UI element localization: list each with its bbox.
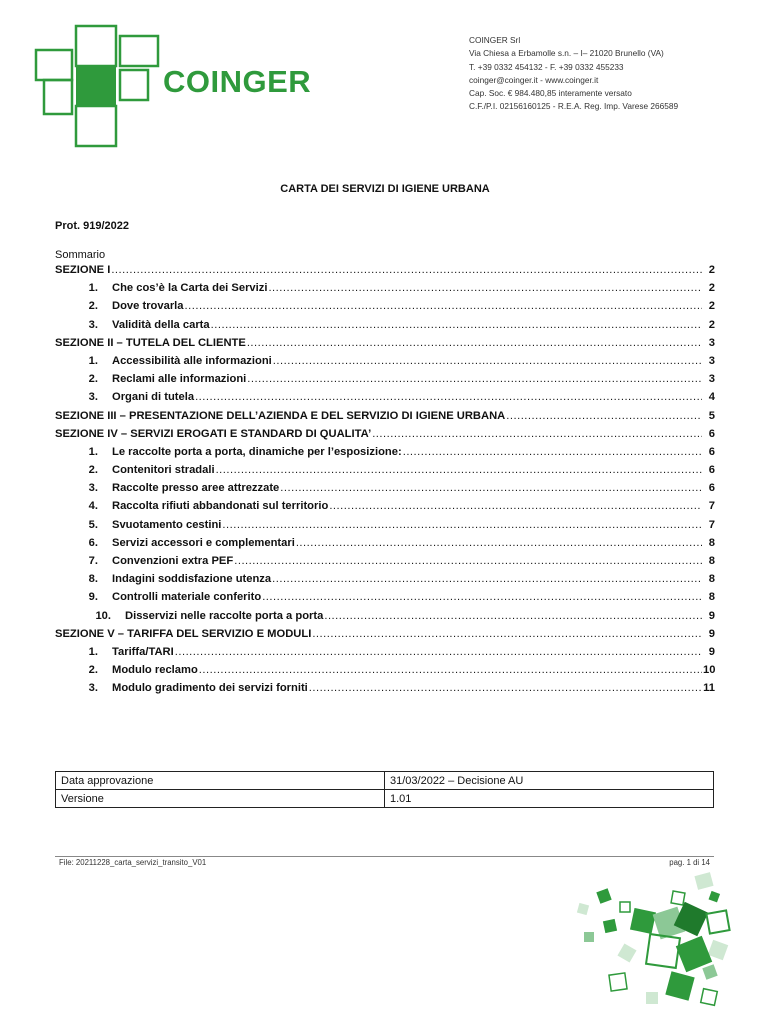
toc-section-entry[interactable] — [55, 410, 715, 428]
toc-entry-title: Raccolta rifiuti abbandonati sul territorio — [112, 500, 329, 513]
toc-heading: Sommario — [55, 249, 106, 261]
toc-dot-leader — [272, 573, 702, 585]
toc-entry-number: 3. — [88, 391, 98, 404]
protocol-number: Prot. 919/2022 — [55, 220, 129, 232]
toc-entry-page: 9 — [708, 609, 715, 622]
toc-subsection-entry[interactable] — [55, 664, 715, 682]
toc-subsection-entry[interactable] — [55, 519, 715, 537]
toc-entry-number: 3. — [88, 482, 98, 495]
toc-entry-number: 1. — [88, 445, 98, 458]
approval-table — [55, 771, 714, 808]
table-row — [56, 772, 714, 790]
toc-entry-page: 2 — [708, 264, 715, 276]
toc-dot-leader — [403, 446, 702, 458]
toc-entry-number: 3. — [88, 318, 98, 331]
toc-entry-page: 7 — [708, 500, 715, 513]
toc-entry-title: SEZIONE I — [55, 264, 111, 276]
toc-dot-leader — [185, 300, 702, 312]
toc-subsection-entry[interactable] — [55, 446, 715, 464]
toc-entry-page: 9 — [708, 645, 715, 658]
toc-dot-leader — [296, 537, 702, 549]
toc-subsection-entry[interactable] — [55, 355, 715, 373]
toc-entry-title: Dove trovarla — [112, 300, 184, 313]
letterhead-contacts — [469, 34, 678, 114]
toc-entry-number: 7. — [88, 555, 98, 567]
toc-dot-leader — [195, 391, 702, 403]
toc-subsection-entry[interactable] — [55, 610, 715, 628]
toc-section-entry[interactable] — [55, 628, 715, 646]
toc-entry-title: Convenzioni extra PEF — [112, 555, 234, 567]
table-of-contents — [55, 264, 715, 701]
toc-entry-title: Svuotamento cestini — [112, 518, 222, 531]
table-cell-label: Data approvazione — [56, 772, 385, 790]
toc-entry-title: SEZIONE III – PRESENTAZIONE DELL’AZIENDA E DEL SERVIZIO DI IGIENE URBANA — [55, 409, 506, 422]
toc-entry-page: 3 — [708, 354, 715, 367]
toc-dot-leader — [262, 591, 702, 603]
toc-entry-number: 2. — [88, 464, 98, 477]
toc-entry-page: 8 — [708, 573, 715, 586]
toc-subsection-entry[interactable] — [55, 591, 715, 609]
toc-subsection-entry[interactable] — [55, 300, 715, 318]
toc-entry-number: 8. — [88, 573, 98, 586]
toc-dot-leader — [211, 319, 702, 331]
toc-entry-title: SEZIONE V – TARIFFA DEL SERVIZIO E MODULI — [55, 627, 312, 640]
toc-entry-number: 2. — [88, 300, 98, 313]
letterhead-line: Cap. Soc. € 984.480,85 interamente versato — [469, 88, 632, 99]
letterhead-line: T. +39 0332 454132 - F. +39 0332 455233 — [469, 61, 624, 72]
toc-entry-title: SEZIONE II – TUTELA DEL CLIENTE — [55, 336, 246, 349]
toc-dot-leader — [216, 464, 702, 476]
toc-dot-leader — [234, 555, 702, 567]
toc-entry-page: 10 — [703, 664, 716, 677]
letterhead-line: coinger@coinger.it - www.coinger.it — [469, 74, 599, 85]
toc-entry-title: Contenitori stradali — [112, 464, 215, 477]
toc-entry-number: 2. — [88, 373, 98, 386]
toc-entry-page: 8 — [708, 555, 715, 567]
toc-entry-title: Reclami alle informazioni — [112, 373, 247, 386]
letterhead-line: Via Chiesa a Erbamolle s.n. – I– 21020 Brunello (VA) — [469, 48, 664, 59]
toc-dot-leader — [111, 264, 702, 276]
table-cell-label: Versione — [56, 790, 385, 808]
toc-entry-number: 6. — [88, 536, 98, 549]
toc-entry-title: Disservizi nelle raccolte porta a porta — [125, 609, 324, 622]
toc-subsection-entry[interactable] — [55, 555, 715, 573]
toc-dot-leader — [280, 482, 702, 494]
toc-dot-leader — [312, 628, 702, 640]
toc-entry-title: SEZIONE IV – SERVIZI EROGATI E STANDARD DI QUALITA’ — [55, 427, 372, 440]
toc-subsection-entry[interactable] — [55, 464, 715, 482]
table-cell-value: 1.01 — [385, 790, 714, 808]
footer-page-number: pag. 1 di 14 — [669, 858, 710, 867]
toc-entry-page: 3 — [708, 336, 715, 349]
toc-dot-leader — [372, 428, 702, 440]
toc-entry-page: 5 — [708, 409, 715, 422]
toc-entry-page: 2 — [708, 282, 715, 295]
toc-entry-number: 4. — [88, 500, 98, 513]
toc-entry-title: Che cos’è la Carta dei Servizi — [112, 282, 268, 295]
document-title: CARTA DEI SERVIZI DI IGIENE URBANA — [280, 183, 490, 195]
toc-entry-page: 6 — [708, 427, 715, 440]
letterhead-line: C.F./P.I. 02156160125 - R.E.A. Reg. Imp. Varese 266589 — [469, 101, 679, 112]
table-row — [56, 790, 714, 808]
toc-entry-number: 5. — [88, 518, 98, 531]
toc-entry-page: 3 — [708, 373, 715, 386]
toc-dot-leader — [247, 373, 702, 385]
toc-entry-number: 1. — [88, 645, 98, 658]
toc-dot-leader — [506, 410, 702, 422]
toc-entry-title: Servizi accessori e complementari — [112, 536, 295, 549]
footer-filename: File: 20211228_carta_servizi_transito_V01 — [59, 858, 207, 867]
toc-subsection-entry[interactable] — [55, 482, 715, 500]
toc-subsection-entry[interactable] — [55, 373, 715, 391]
toc-subsection-entry[interactable] — [55, 682, 715, 700]
toc-entry-title: Validità della carta — [112, 318, 210, 331]
toc-dot-leader — [273, 355, 702, 367]
toc-subsection-entry[interactable] — [55, 500, 715, 518]
toc-entry-page: 2 — [708, 318, 715, 331]
table-cell-value: 31/03/2022 – Decisione AU — [385, 772, 714, 790]
toc-entry-number: 3. — [88, 682, 98, 695]
toc-entry-title: Le raccolte porta a porta, dinamiche per l’esposizione: — [112, 445, 402, 458]
toc-entry-title: Controlli materiale conferito — [112, 591, 262, 604]
toc-entry-title: Raccolte presso aree attrezzate — [112, 482, 280, 495]
toc-dot-leader — [309, 682, 702, 694]
toc-entry-number: 1. — [88, 282, 98, 295]
toc-section-entry[interactable] — [55, 337, 715, 355]
toc-entry-page: 8 — [708, 591, 715, 604]
toc-entry-page: 6 — [708, 482, 715, 495]
toc-entry-page: 6 — [708, 464, 715, 477]
footer-divider — [55, 856, 714, 857]
toc-dot-leader — [268, 282, 702, 294]
toc-entry-title: Accessibilità alle informazioni — [112, 354, 272, 367]
toc-subsection-entry[interactable] — [55, 282, 715, 300]
toc-dot-leader — [324, 610, 702, 622]
toc-subsection-entry[interactable] — [55, 646, 715, 664]
toc-entry-title: Indagini soddisfazione utenza — [112, 573, 272, 586]
toc-entry-number: 2. — [88, 664, 98, 677]
toc-entry-number: 10. — [95, 609, 111, 622]
toc-dot-leader — [222, 519, 702, 531]
company-name: COINGER — [163, 64, 312, 99]
toc-subsection-entry[interactable] — [55, 573, 715, 591]
toc-entry-title: Modulo gradimento dei servizi forniti — [112, 682, 308, 695]
toc-entry-page: 6 — [708, 445, 715, 458]
toc-entry-title: Organi di tutela — [112, 391, 195, 404]
toc-dot-leader — [175, 646, 702, 658]
toc-entry-page: 11 — [703, 682, 715, 695]
toc-entry-title: Modulo reclamo — [112, 664, 198, 677]
toc-dot-leader — [199, 664, 702, 676]
toc-dot-leader — [247, 337, 702, 349]
toc-dot-leader — [329, 500, 702, 512]
letterhead-line: COINGER Srl — [469, 35, 521, 45]
toc-entry-page: 8 — [708, 536, 715, 549]
toc-subsection-entry[interactable] — [55, 319, 715, 337]
toc-subsection-entry[interactable] — [55, 391, 715, 409]
toc-subsection-entry[interactable] — [55, 537, 715, 555]
toc-entry-title: Tariffa/TARI — [112, 645, 174, 658]
toc-entry-page: 4 — [708, 391, 715, 404]
toc-entry-number: 9. — [88, 591, 98, 604]
toc-section-entry[interactable] — [55, 428, 715, 446]
toc-section-entry[interactable] — [55, 264, 715, 282]
toc-entry-page: 2 — [708, 300, 715, 313]
toc-entry-page: 9 — [708, 627, 715, 640]
toc-entry-number: 1. — [88, 354, 98, 367]
decorative-squares-graphic — [560, 862, 770, 1024]
toc-entry-page: 7 — [708, 518, 715, 531]
